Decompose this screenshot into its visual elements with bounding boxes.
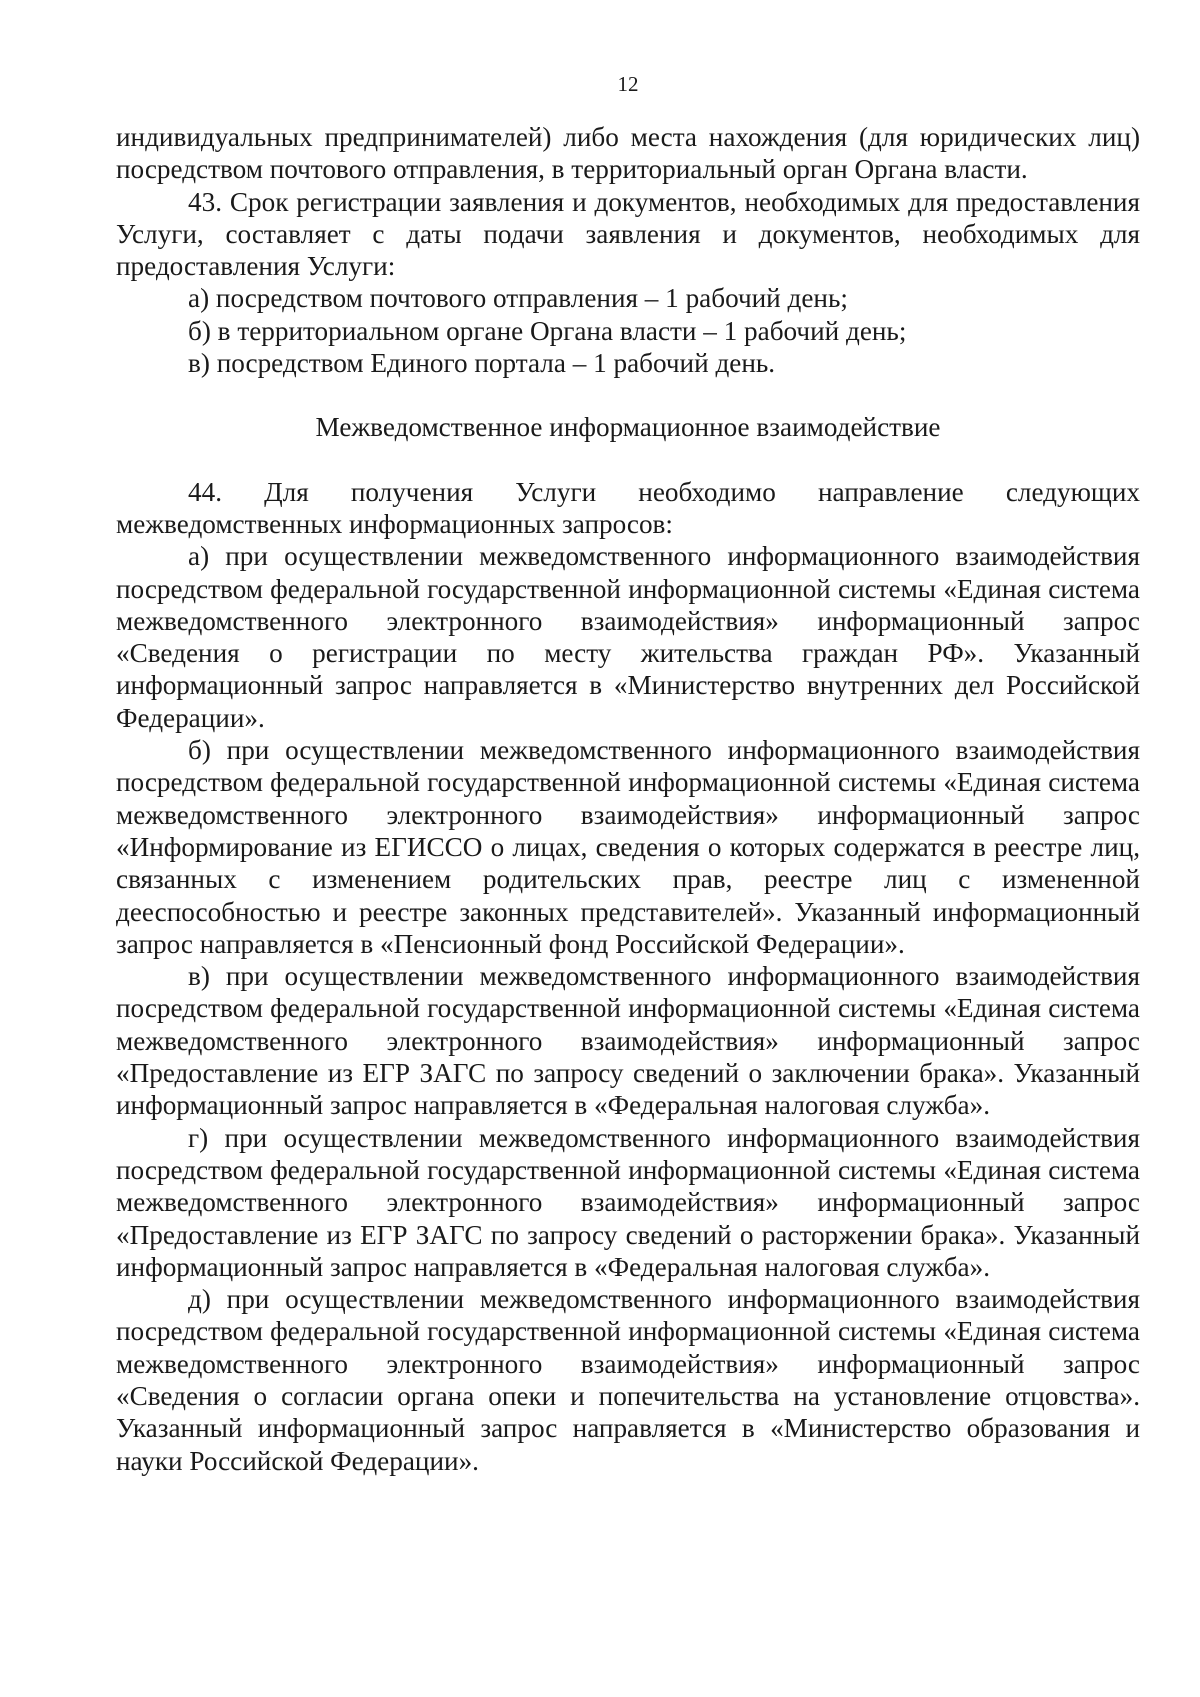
section-title: Межведомственное информационное взаимодействие xyxy=(315,412,941,443)
paragraph-continuation: индивидуальных предпринимателей) либо места нахождения (для юридических лиц) посредством почтового отправления, в территориальный орган Органа власти. xyxy=(116,122,1140,185)
page-number: 12 xyxy=(617,72,639,96)
request-item-a: а) при осуществлении межведомственного информационного взаимодействия посредством федеральной государственной информационной системы «Единая система межведомственного электронного взаимодействия» информационный запрос «Сведения о регистрации по месту жительства граждан РФ». Указанный информационный запрос направляется в «Министерство внутренних дел Российской Федерации». xyxy=(116,541,1140,733)
list-item-b: б) в территориальном органе Органа власти – 1 рабочий день; xyxy=(188,315,907,346)
request-item-d: д) при осуществлении межведомственного информационного взаимодействия посредством федеральной государственной информационной системы «Единая система межведомственного электронного взаимодействия» информационный запрос «Сведения о согласии органа опеки и попечительства на установление отцовства». Указанный информационный запрос направляется в «Министерство образования и науки Российской Федерации». xyxy=(116,1284,1140,1476)
list-item-v: в) посредством Единого портала – 1 рабочий день. xyxy=(188,348,776,379)
list-item-a: а) посредством почтового отправления – 1 рабочий день; xyxy=(188,283,848,314)
request-item-b: б) при осуществлении межведомственного информационного взаимодействия посредством федеральной государственной информационной системы «Единая система межведомственного электронного взаимодействия» информационный запрос «Информирование из ЕГИССО о лицах, сведения о которых содержатся в реестре лиц, связанных с изменением родительских прав, реестре лиц с измененной дееспособностью и реестре законных представителей». Указанный информационный запрос направляется в «Пенсионный фонд Российской Федерации». xyxy=(116,735,1140,959)
request-item-g: г) при осуществлении межведомственного информационного взаимодействия посредством федеральной государственной информационной системы «Единая система межведомственного электронного взаимодействия» информационный запрос «Предоставление из ЕГР ЗАГС по запросу сведений о расторжении брака». Указанный информационный запрос направляется в «Федеральная налоговая служба». xyxy=(116,1122,1140,1282)
paragraph-43: 43. Срок регистрации заявления и документов, необходимых для предоставления Услуги, составляет с даты подачи заявления и документов, необходимых для предоставления Услуги: xyxy=(116,186,1140,282)
request-item-v: в) при осуществлении межведомственного информационного взаимодействия посредством федеральной государственной информационной системы «Единая система межведомственного электронного взаимодействия» информационный запрос «Предоставление из ЕГР ЗАГС по запросу сведений о заключении брака». Указанный информационный запрос направляется в «Федеральная налоговая служба». xyxy=(116,961,1140,1121)
document-body xyxy=(116,121,1140,1477)
paragraph-44: 44. Для получения Услуги необходимо направление следующих межведомственных информационных запросов: xyxy=(116,476,1140,539)
